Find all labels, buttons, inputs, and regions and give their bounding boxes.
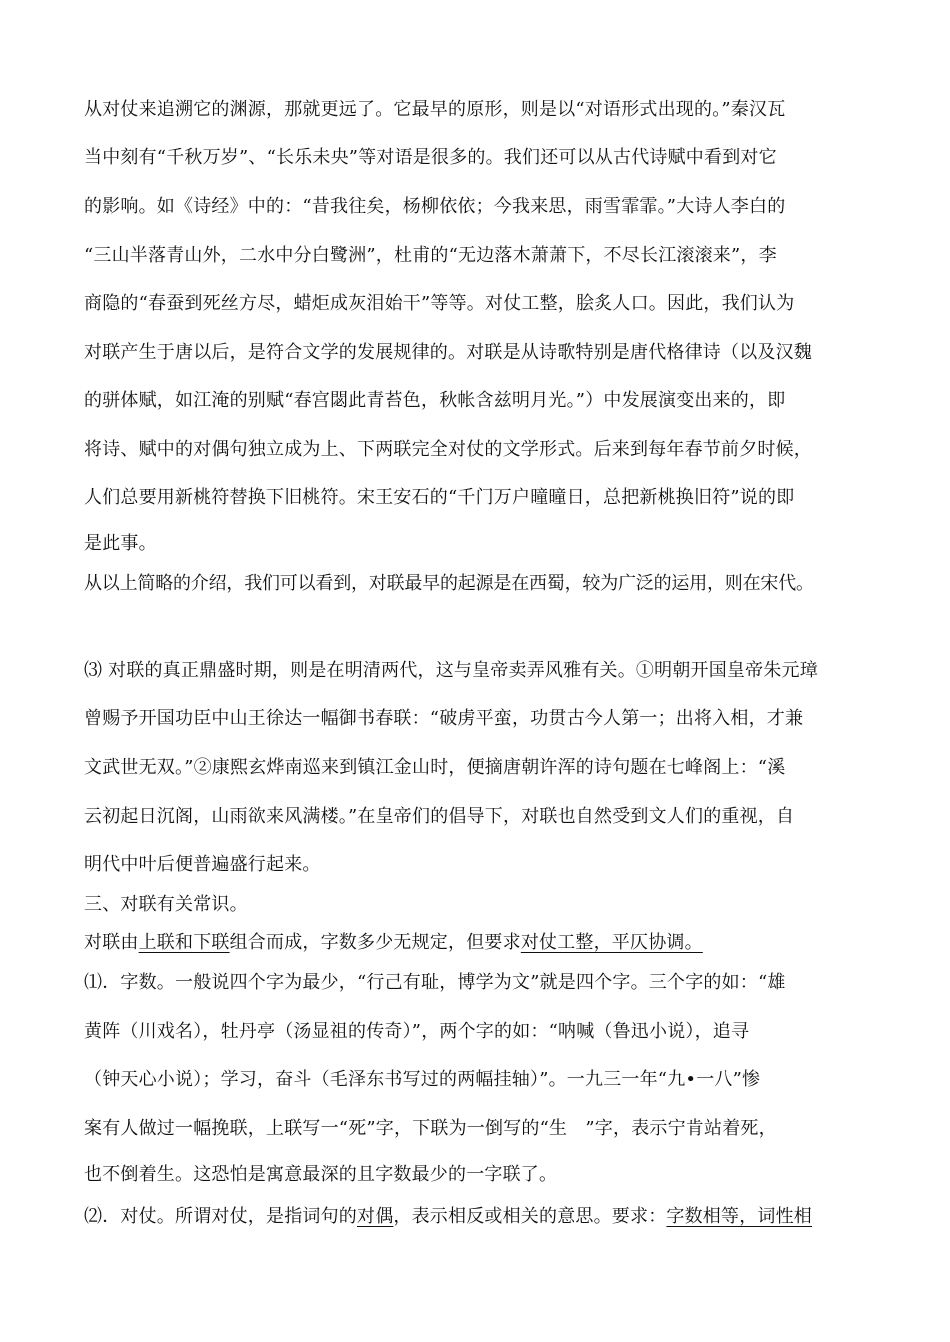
paragraph-line: 也不倒着生。这恐怕是寓意最深的且字数最少的一字联了。 bbox=[84, 1164, 558, 1185]
section-intro bbox=[84, 931, 874, 955]
paragraph-line: 明代中叶后便普遍盛行起来。 bbox=[84, 854, 321, 875]
paragraph-line: 文武世无双。”②康熙玄烨南巡来到镇江金山时，便摘唐朝许浑的诗句题在七峰阁上：“溪 bbox=[84, 757, 786, 778]
paragraph-line: 曾赐予开国功臣中山王徐达一幅御书春联：“破虏平蛮，功贯古今人第一；出将入相，才兼 bbox=[84, 708, 804, 729]
paragraph-line: ⑶ 对联的真正鼎盛时期，则是在明清两代，这与皇帝卖弄风雅有关。①明朝开国皇帝朱元璋 bbox=[84, 660, 818, 681]
paragraph-line: 当中刻有“千秋万岁”、“长乐未央”等对语是很多的。我们还可以从古代诗赋中看到对它 bbox=[84, 147, 777, 168]
paragraph-line: ⑴．字数。一般说四个字为最少，“行己有耻，博学为文”就是四个字。三个字的如：“雄 bbox=[84, 972, 786, 993]
summary-line: 从以上简略的介绍，我们可以看到，对联最早的起源是在西蜀，较为广泛的运用，则在宋代。 bbox=[84, 573, 814, 594]
intro-text: 组合而成，字数多少无规定，但要求 bbox=[229, 932, 521, 953]
paragraph-line: 商隐的“春蚕到死丝方尽，蜡炬成灰泪始干”等等。对仗工整，脍炙人口。因此，我们认为 bbox=[84, 293, 795, 314]
underlined-term: 字数相等，词性相 bbox=[666, 1206, 813, 1227]
paragraph-line: 的影响。如《诗经》中的：“昔我往矣，杨柳依依；今我来思，雨雪霏霏。”大诗人李白的 bbox=[84, 196, 786, 217]
paragraph-line: 从对仗来追溯它的渊源，那就更远了。它最早的原形，则是以“对语形式出现的。”秦汉瓦 bbox=[84, 99, 786, 120]
paragraph-line: 将诗、赋中的对偶句独立成为上、下两联完全对仗的文学形式。后来到每年春节前夕时候， bbox=[84, 439, 812, 460]
section-heading: 三、对联有关常识。 bbox=[84, 894, 248, 915]
paragraph-line: 案有人做过一幅挽联，上联写一“死”字，下联为一倒写的“生 ”字，表示宁肯站着死， bbox=[84, 1118, 777, 1139]
paragraph-line: 黄阵（川戏名），牡丹亭（汤显祖的传奇）”，两个字的如：“呐喊（鲁迅小说），追寻 bbox=[84, 1021, 750, 1042]
underlined-term: 对仗工整，平仄协调。 bbox=[520, 932, 703, 953]
paragraph-line: 云初起日沉阁，山雨欲来风满楼。”在皇帝们的倡导下，对联也自然受到文人们的重视，自 bbox=[84, 806, 795, 827]
underlined-term: 对偶 bbox=[357, 1206, 394, 1227]
item2-text: ，表示相反或相关的意思。要求： bbox=[393, 1206, 667, 1227]
paragraph-line: 是此事。 bbox=[84, 533, 157, 554]
underlined-term: 上联和下联 bbox=[138, 932, 230, 953]
paragraph-line: 人们总要用新桃符替换下旧桃符。宋王安石的“千门万户曈曈日，总把新桃换旧符”说的即 bbox=[84, 487, 795, 508]
intro-text: 对联由 bbox=[84, 932, 139, 953]
paragraph-line: 对联产生于唐以后，是符合文学的发展规律的。对联是从诗歌特别是唐代格律诗（以及汉魏 bbox=[84, 342, 812, 363]
item2-line bbox=[84, 1205, 874, 1229]
paragraph-line: 的骈体赋，如江淹的别赋“春宫閟此青苔色，秋帐含兹明月光。”）中发展演变出来的，即 bbox=[84, 390, 786, 411]
paragraph-line: “三山半落青山外，二水中分白鹭洲”，杜甫的“无边落木萧萧下，不尽长江滚滚来”，李 bbox=[84, 245, 777, 266]
paragraph-line: （钟天心小说）；学习，奋斗（毛泽东书写过的两幅挂轴）”。一九三一年“九•一八”惨 bbox=[84, 1069, 761, 1090]
item2-text: ⑵．对仗。所谓对仗，是指词句的 bbox=[84, 1206, 357, 1227]
